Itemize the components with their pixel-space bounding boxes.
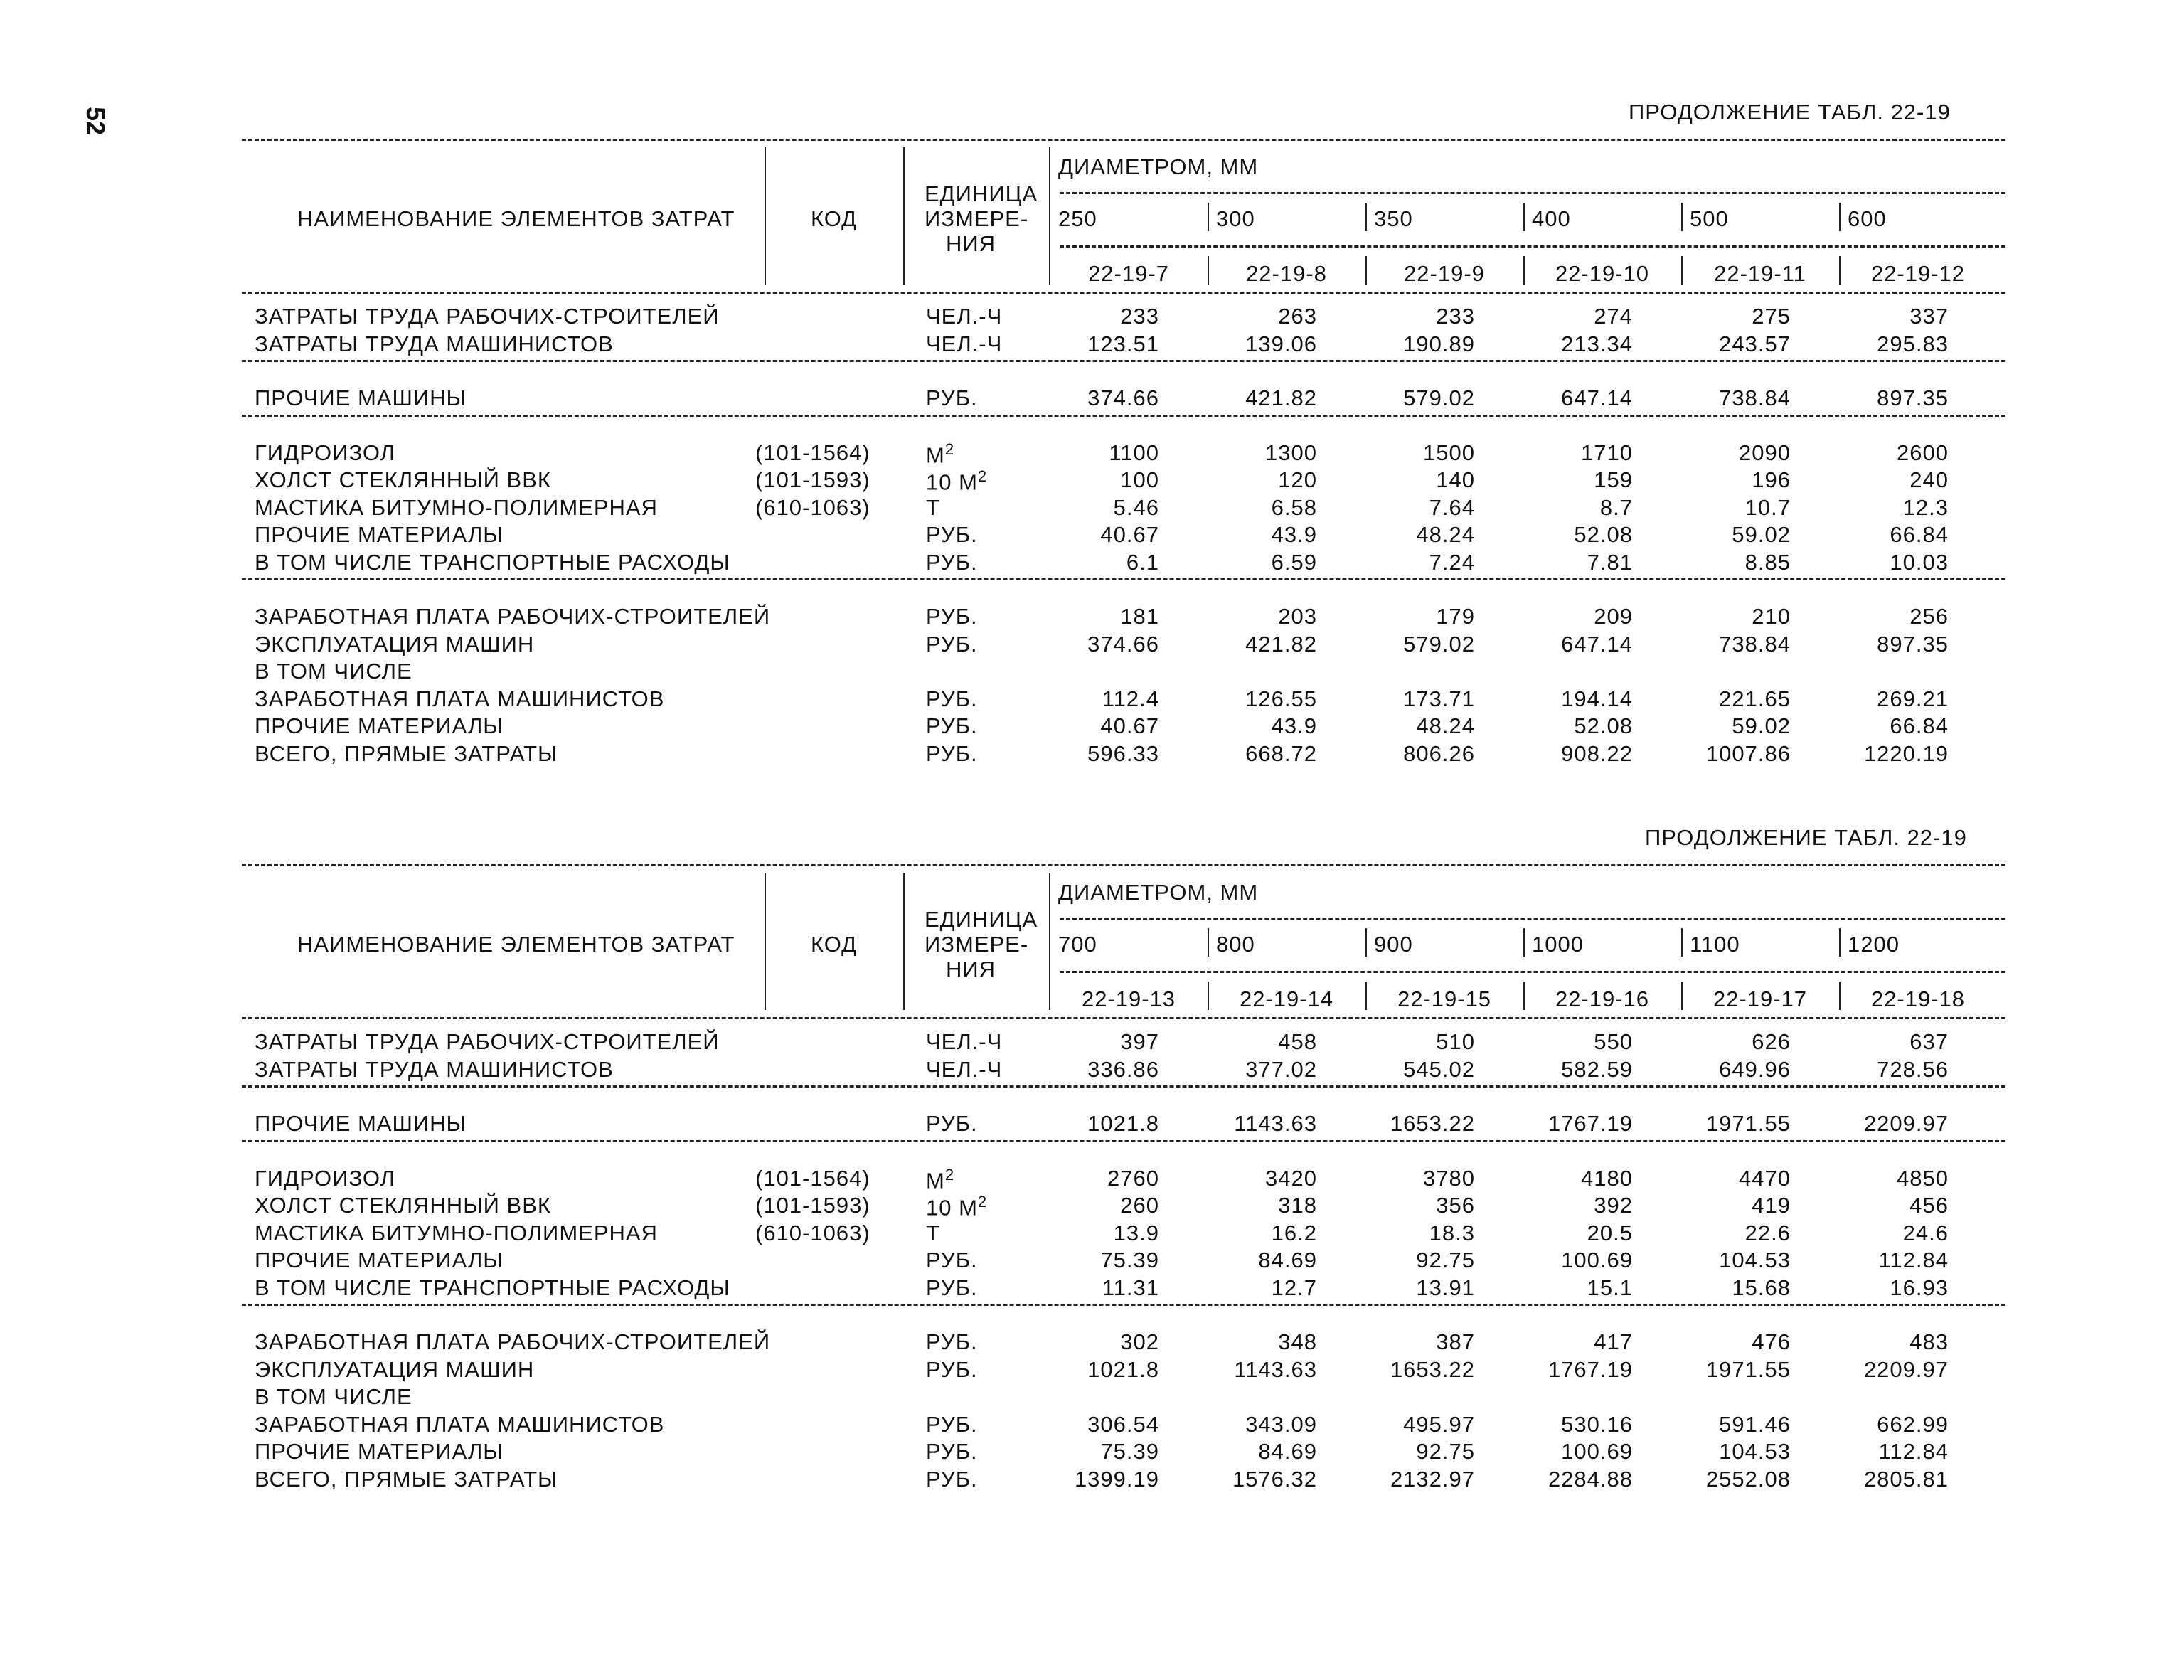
row-value: 84.69 [1258, 1439, 1317, 1464]
row-name: В ТОМ ЧИСЛЕ ТРАНСПОРТНЫЕ РАСХОДЫ [255, 549, 730, 575]
row-value: 1710 [1581, 440, 1633, 465]
header-unit-line1: ЕДИНИЦА [925, 907, 1038, 932]
column-separator [1365, 928, 1367, 957]
header-diameter-value: 350 [1374, 206, 1413, 231]
column-separator [1681, 256, 1683, 285]
row-unit: РУБ. [926, 1248, 978, 1272]
row-unit-superscript: 2 [944, 1165, 955, 1184]
row-value: 263 [1278, 304, 1317, 329]
row-unit: ЧЕЛ.-Ч [926, 1056, 1003, 1082]
row-value: 233 [1120, 304, 1159, 329]
row-value: 4470 [1739, 1165, 1791, 1191]
row-value: 233 [1436, 304, 1475, 329]
row-value: 256 [1909, 604, 1949, 629]
divider [1060, 971, 2005, 973]
row-value: 213.34 [1561, 331, 1633, 356]
header-diameter-value: 700 [1058, 932, 1097, 957]
row-name: ПРОЧИЕ МАТЕРИАЛЫ [255, 713, 504, 738]
row-name: ЗАТРАТЫ ТРУДА МАШИНИСТОВ [255, 1056, 614, 1082]
row-value: 48.24 [1416, 522, 1475, 547]
row-value: 1767.19 [1548, 1356, 1633, 1382]
column-separator [1365, 256, 1367, 285]
row-value: 40.67 [1100, 522, 1159, 547]
row-unit-superscript: 2 [977, 1193, 988, 1211]
divider [242, 1085, 2005, 1088]
row-resource-code: (610-1063) [755, 494, 870, 520]
column-separator [1049, 147, 1050, 285]
row-value: 59.02 [1732, 713, 1791, 738]
row-value: 4180 [1581, 1165, 1633, 1191]
row-value: 43.9 [1271, 522, 1317, 547]
row-name: В ТОМ ЧИСЛЕ ТРАНСПОРТНЫЕ РАСХОДЫ [255, 1275, 730, 1300]
row-value: 582.59 [1561, 1056, 1633, 1082]
row-unit: $М^2$ [926, 440, 955, 467]
divider [242, 292, 2005, 294]
row-value: 52.08 [1574, 713, 1633, 738]
row-value: 356 [1436, 1193, 1475, 1218]
row-value: 243.57 [1719, 331, 1791, 356]
column-separator [1681, 982, 1683, 1010]
column-separator [1681, 203, 1683, 231]
row-name: ЗАТРАТЫ ТРУДА МАШИНИСТОВ [255, 331, 614, 356]
row-value: 6.1 [1126, 549, 1159, 575]
header-diameter-value: 300 [1216, 206, 1255, 231]
row-value: 2805.81 [1863, 1466, 1949, 1492]
header-diameter-value: 250 [1058, 206, 1097, 231]
header-diameter-value: 600 [1848, 206, 1887, 231]
row-name: ЭКСПЛУАТАЦИЯ МАШИН [255, 631, 535, 656]
header-diameter-value: 400 [1532, 206, 1571, 231]
row-value: 374.66 [1087, 631, 1159, 656]
row-value: 738.84 [1719, 386, 1791, 410]
row-value: 591.46 [1719, 1411, 1791, 1437]
row-name: ЗАРАБОТНАЯ ПЛАТА МАШИНИСТОВ [255, 686, 665, 711]
row-value: 295.83 [1877, 331, 1949, 356]
row-value: 318 [1278, 1193, 1317, 1218]
row-unit: РУБ. [926, 1275, 978, 1300]
row-value: 417 [1594, 1329, 1633, 1354]
header-norm-code: 22-19-11 [1714, 261, 1806, 286]
row-value: 75.39 [1100, 1439, 1159, 1464]
row-name: В ТОМ ЧИСЛЕ [255, 659, 412, 684]
divider [242, 1017, 2005, 1019]
header-norm-code: 22-19-18 [1870, 987, 1966, 1011]
header-diameter-caption: ДИАМЕТРОМ, ММ [1058, 154, 1259, 179]
header-diameter-value: 1200 [1848, 932, 1900, 957]
row-value: 806.26 [1403, 740, 1475, 766]
row-value: 456 [1909, 1193, 1949, 1218]
row-value: 637 [1909, 1029, 1949, 1054]
header-diameter-value: 900 [1374, 932, 1413, 957]
row-name: МАСТИКА БИТУМНО-ПОЛИМЕРНАЯ [255, 494, 658, 520]
row-value: 194.14 [1561, 686, 1633, 711]
header-diameter-value: 1000 [1532, 932, 1584, 957]
row-value: 7.81 [1587, 549, 1633, 575]
row-value: 1653.22 [1390, 1111, 1475, 1136]
row-value: 1971.55 [1705, 1356, 1791, 1382]
row-name: ПРОЧИЕ МАШИНЫ [255, 386, 467, 410]
row-value: 1021.8 [1087, 1356, 1159, 1382]
row-value: 1653.22 [1390, 1356, 1475, 1382]
row-value: 1767.19 [1548, 1111, 1633, 1136]
row-name: В ТОМ ЧИСЛЕ [255, 1384, 412, 1409]
row-unit-superscript: 2 [977, 467, 988, 485]
row-value: 662.99 [1877, 1411, 1949, 1437]
row-value: 550 [1594, 1029, 1633, 1054]
row-value: 483 [1909, 1329, 1949, 1354]
row-unit: РУБ. [926, 522, 978, 547]
row-unit: РУБ. [926, 549, 978, 575]
row-value: 7.24 [1429, 549, 1475, 575]
divider [242, 1304, 2005, 1306]
row-value: 337 [1909, 304, 1949, 329]
row-value: 3780 [1423, 1165, 1475, 1191]
row-value: 596.33 [1087, 740, 1159, 766]
row-resource-code: (610-1063) [755, 1220, 870, 1245]
divider [242, 864, 2005, 866]
row-value: 43.9 [1271, 713, 1317, 738]
row-unit: РУБ. [926, 386, 978, 410]
header-unit-line3: НИЯ [946, 231, 996, 256]
row-value: 92.75 [1416, 1248, 1475, 1272]
row-value: 173.71 [1403, 686, 1475, 711]
row-value: 738.84 [1719, 631, 1791, 656]
row-resource-code: (101-1593) [755, 467, 870, 492]
divider [242, 1140, 2005, 1142]
row-name: ГИДРОИЗОЛ [255, 440, 395, 465]
row-unit: ЧЕЛ.-Ч [926, 331, 1003, 356]
row-value: 13.91 [1416, 1275, 1475, 1300]
row-value: 20.5 [1587, 1220, 1633, 1245]
row-unit: 10 $М^2$ [926, 1193, 988, 1221]
header-diameter-value: 1100 [1690, 932, 1740, 957]
header-unit-line1: ЕДИНИЦА [925, 181, 1038, 206]
row-unit: РУБ. [926, 604, 978, 629]
column-separator [1523, 928, 1525, 957]
row-value: 387 [1436, 1329, 1475, 1354]
divider [242, 360, 2005, 362]
row-value: 260 [1120, 1193, 1159, 1218]
row-value: 510 [1436, 1029, 1475, 1054]
row-value: 24.6 [1902, 1220, 1949, 1245]
row-value: 52.08 [1574, 522, 1633, 547]
row-value: 209 [1594, 604, 1633, 629]
row-value: 104.53 [1719, 1248, 1791, 1272]
divider [242, 415, 2005, 417]
row-unit: ЧЕЛ.-Ч [926, 304, 1003, 329]
row-value: 649.96 [1719, 1056, 1791, 1082]
row-value: 421.82 [1245, 386, 1317, 410]
row-value: 579.02 [1403, 631, 1475, 656]
row-unit: РУБ. [926, 713, 978, 738]
header-unit-line2: ИЗМЕРЕ- [925, 932, 1029, 957]
row-value: 647.14 [1561, 386, 1633, 410]
divider [242, 578, 2005, 580]
row-resource-code: (101-1593) [755, 1193, 870, 1218]
row-value: 100 [1120, 467, 1159, 492]
row-value: 5.46 [1113, 494, 1159, 520]
row-value: 75.39 [1100, 1248, 1159, 1272]
row-value: 306.54 [1087, 1411, 1159, 1437]
column-separator [1365, 203, 1367, 231]
row-name: ПРОЧИЕ МАТЕРИАЛЫ [255, 1439, 504, 1464]
column-separator [1839, 256, 1841, 285]
row-value: 348 [1278, 1329, 1317, 1354]
row-value: 343.09 [1245, 1411, 1317, 1437]
row-value: 1143.63 [1234, 1111, 1317, 1136]
row-value: 1143.63 [1234, 1356, 1317, 1382]
row-value: 112.84 [1878, 1248, 1949, 1272]
row-value: 123.51 [1087, 331, 1159, 356]
row-name: ЗАТРАТЫ ТРУДА РАБОЧИХ-СТРОИТЕЛЕЙ [255, 304, 720, 329]
row-value: 377.02 [1245, 1056, 1317, 1082]
row-value: 2209.97 [1863, 1356, 1949, 1382]
row-value: 647.14 [1561, 631, 1633, 656]
column-separator [1681, 928, 1683, 957]
row-value: 120 [1278, 467, 1317, 492]
column-separator [903, 873, 905, 1010]
row-value: 458 [1278, 1029, 1317, 1054]
row-value: 1971.55 [1705, 1111, 1791, 1136]
column-separator [903, 147, 905, 285]
row-value: 10.03 [1890, 549, 1949, 575]
divider [1060, 192, 2005, 194]
row-name: ЗАРАБОТНАЯ ПЛАТА РАБОЧИХ-СТРОИТЕЛЕЙ [255, 1329, 771, 1354]
header-name-column: НАИМЕНОВАНИЕ ЭЛЕМЕНТОВ ЗАТРАТ [297, 206, 735, 231]
row-value: 12.3 [1902, 494, 1949, 520]
table-continuation-caption: ПРОДОЛЖЕНИЕ ТАБЛ. 22-19 [1629, 100, 1951, 124]
row-value: 18.3 [1429, 1220, 1475, 1245]
row-name: ВСЕГО, ПРЯМЫЕ ЗАТРАТЫ [255, 740, 558, 766]
row-value: 397 [1120, 1029, 1159, 1054]
column-separator [1208, 203, 1209, 231]
row-resource-code: (101-1564) [755, 1165, 870, 1191]
row-unit: Т [926, 1220, 940, 1245]
row-value: 8.85 [1744, 549, 1791, 575]
row-value: 196 [1752, 467, 1791, 492]
header-code-column: КОД [811, 932, 858, 957]
row-unit: РУБ. [926, 1466, 978, 1492]
row-value: 221.65 [1719, 686, 1791, 711]
row-value: 159 [1594, 467, 1633, 492]
row-value: 530.16 [1561, 1411, 1633, 1437]
row-name: ПРОЧИЕ МАТЕРИАЛЫ [255, 1248, 504, 1272]
row-value: 66.84 [1890, 522, 1949, 547]
row-value: 10.7 [1744, 494, 1791, 520]
row-value: 126.55 [1245, 686, 1317, 711]
row-value: 66.84 [1890, 713, 1949, 738]
column-separator [1365, 982, 1367, 1010]
row-unit: 10 $М^2$ [926, 467, 988, 495]
row-value: 181 [1120, 604, 1159, 629]
row-value: 2284.88 [1548, 1466, 1633, 1492]
row-value: 2209.97 [1863, 1111, 1949, 1136]
row-value: 336.86 [1087, 1056, 1159, 1082]
row-name: ЗАРАБОТНАЯ ПЛАТА МАШИНИСТОВ [255, 1411, 665, 1437]
row-unit: РУБ. [926, 740, 978, 766]
row-value: 1100 [1109, 440, 1159, 465]
column-separator [1523, 203, 1525, 231]
row-value: 48.24 [1416, 713, 1475, 738]
row-value: 269.21 [1877, 686, 1949, 711]
header-norm-code: 22-19-7 [1088, 261, 1169, 286]
row-value: 275 [1752, 304, 1791, 329]
column-separator [765, 873, 766, 1010]
row-value: 40.67 [1100, 713, 1159, 738]
header-norm-code: 22-19-12 [1870, 261, 1966, 286]
row-unit: ЧЕЛ.-Ч [926, 1029, 1003, 1054]
header-norm-code: 22-19-9 [1404, 261, 1485, 286]
row-unit: $М^2$ [926, 1165, 955, 1193]
row-value: 2132.97 [1390, 1466, 1475, 1492]
row-value: 897.35 [1877, 386, 1949, 410]
column-separator [1839, 928, 1841, 957]
row-unit: РУБ. [926, 1329, 978, 1354]
page-number: 52 [81, 107, 110, 136]
row-name: ХОЛСТ СТЕКЛЯННЫЙ ВВК [255, 467, 551, 492]
row-value: 15.1 [1587, 1275, 1633, 1300]
row-value: 203 [1278, 604, 1317, 629]
header-norm-code: 22-19-17 [1712, 987, 1808, 1011]
row-value: 6.59 [1271, 549, 1317, 575]
row-name: ЭКСПЛУАТАЦИЯ МАШИН [255, 1356, 535, 1382]
row-value: 4850 [1897, 1165, 1949, 1191]
row-value: 112.84 [1878, 1439, 1949, 1464]
row-value: 274 [1594, 304, 1633, 329]
column-separator [1208, 928, 1209, 957]
row-unit-superscript: 2 [944, 440, 955, 458]
column-separator [1049, 873, 1050, 1010]
row-value: 16.2 [1271, 1220, 1317, 1245]
row-value: 179 [1436, 604, 1475, 629]
header-diameter-caption: ДИАМЕТРОМ, ММ [1058, 880, 1259, 905]
row-value: 6.58 [1271, 494, 1317, 520]
header-code-column: КОД [811, 206, 858, 231]
column-separator [1839, 982, 1841, 1010]
divider [242, 139, 2005, 141]
row-value: 1399.19 [1074, 1466, 1159, 1492]
row-value: 421.82 [1245, 631, 1317, 656]
header-name-column: НАИМЕНОВАНИЕ ЭЛЕМЕНТОВ ЗАТРАТ [297, 932, 735, 957]
row-value: 374.66 [1087, 386, 1159, 410]
header-unit-line2: ИЗМЕРЕ- [925, 206, 1029, 231]
row-value: 476 [1752, 1329, 1791, 1354]
header-norm-code: 22-19-16 [1555, 987, 1650, 1011]
row-value: 495.97 [1403, 1411, 1475, 1437]
header-norm-code: 22-19-15 [1397, 987, 1492, 1011]
header-diameter-value: 500 [1690, 206, 1729, 231]
row-unit: РУБ. [926, 631, 978, 656]
column-separator [1208, 982, 1209, 1010]
row-unit: РУБ. [926, 1111, 978, 1136]
row-value: 240 [1909, 467, 1949, 492]
divider [1060, 245, 2005, 248]
row-name: МАСТИКА БИТУМНО-ПОЛИМЕРНАЯ [255, 1220, 658, 1245]
row-value: 112.4 [1102, 686, 1159, 711]
row-value: 908.22 [1561, 740, 1633, 766]
row-value: 2760 [1107, 1165, 1159, 1191]
row-value: 210 [1752, 604, 1791, 629]
row-value: 11.31 [1102, 1275, 1159, 1300]
header-norm-code: 22-19-8 [1246, 261, 1327, 286]
row-name: ЗАТРАТЫ ТРУДА РАБОЧИХ-СТРОИТЕЛЕЙ [255, 1029, 720, 1054]
row-name: ГИДРОИЗОЛ [255, 1165, 395, 1191]
table-continuation-caption: ПРОДОЛЖЕНИЕ ТАБЛ. 22-19 [1645, 825, 1967, 850]
row-value: 579.02 [1403, 386, 1475, 410]
row-value: 104.53 [1719, 1439, 1791, 1464]
row-value: 2090 [1739, 440, 1791, 465]
row-value: 139.06 [1245, 331, 1317, 356]
row-unit: РУБ. [926, 1356, 978, 1382]
row-value: 2600 [1897, 440, 1949, 465]
row-value: 140 [1436, 467, 1475, 492]
row-value: 626 [1752, 1029, 1791, 1054]
header-norm-code: 22-19-13 [1081, 987, 1176, 1011]
row-name: ПРОЧИЕ МАТЕРИАЛЫ [255, 522, 504, 547]
row-value: 13.9 [1113, 1220, 1159, 1245]
row-value: 2552.08 [1705, 1466, 1791, 1492]
column-separator [1523, 256, 1525, 285]
row-value: 92.75 [1416, 1439, 1475, 1464]
row-value: 302 [1120, 1329, 1159, 1354]
divider [1060, 918, 2005, 920]
row-name: ХОЛСТ СТЕКЛЯННЫЙ ВВК [255, 1193, 551, 1218]
row-value: 3420 [1265, 1165, 1317, 1191]
row-value: 668.72 [1245, 740, 1317, 766]
row-value: 59.02 [1732, 522, 1791, 547]
row-value: 1300 [1265, 440, 1317, 465]
row-value: 84.69 [1258, 1248, 1317, 1272]
row-value: 419 [1752, 1193, 1791, 1218]
row-value: 1007.86 [1705, 740, 1791, 766]
row-value: 1500 [1423, 440, 1475, 465]
row-value: 100.69 [1561, 1439, 1633, 1464]
row-value: 545.02 [1403, 1056, 1475, 1082]
row-unit: Т [926, 494, 940, 520]
row-name: ЗАРАБОТНАЯ ПЛАТА РАБОЧИХ-СТРОИТЕЛЕЙ [255, 604, 771, 629]
row-value: 728.56 [1877, 1056, 1949, 1082]
row-value: 7.64 [1429, 494, 1475, 520]
row-value: 190.89 [1403, 331, 1475, 356]
row-name: ВСЕГО, ПРЯМЫЕ ЗАТРАТЫ [255, 1466, 558, 1492]
row-value: 1576.32 [1232, 1466, 1317, 1492]
row-value: 1220.19 [1863, 740, 1949, 766]
row-unit: РУБ. [926, 1411, 978, 1437]
header-unit-line3: НИЯ [946, 957, 996, 982]
row-resource-code: (101-1564) [755, 440, 870, 465]
row-unit: РУБ. [926, 686, 978, 711]
row-value: 1021.8 [1087, 1111, 1159, 1136]
row-value: 392 [1594, 1193, 1633, 1218]
header-norm-code: 22-19-14 [1239, 987, 1334, 1011]
row-value: 22.6 [1744, 1220, 1791, 1245]
header-norm-code: 22-19-10 [1555, 261, 1650, 286]
row-value: 15.68 [1732, 1275, 1791, 1300]
row-value: 12.7 [1271, 1275, 1317, 1300]
row-value: 897.35 [1877, 631, 1949, 656]
header-diameter-value: 800 [1216, 932, 1255, 957]
row-value: 100.69 [1561, 1248, 1633, 1272]
column-separator [1208, 256, 1209, 285]
row-unit: РУБ. [926, 1439, 978, 1464]
column-separator [1839, 203, 1841, 231]
row-value: 16.93 [1890, 1275, 1949, 1300]
row-value: 8.7 [1599, 494, 1633, 520]
row-name: ПРОЧИЕ МАШИНЫ [255, 1111, 467, 1136]
column-separator [765, 147, 766, 285]
column-separator [1523, 982, 1525, 1010]
